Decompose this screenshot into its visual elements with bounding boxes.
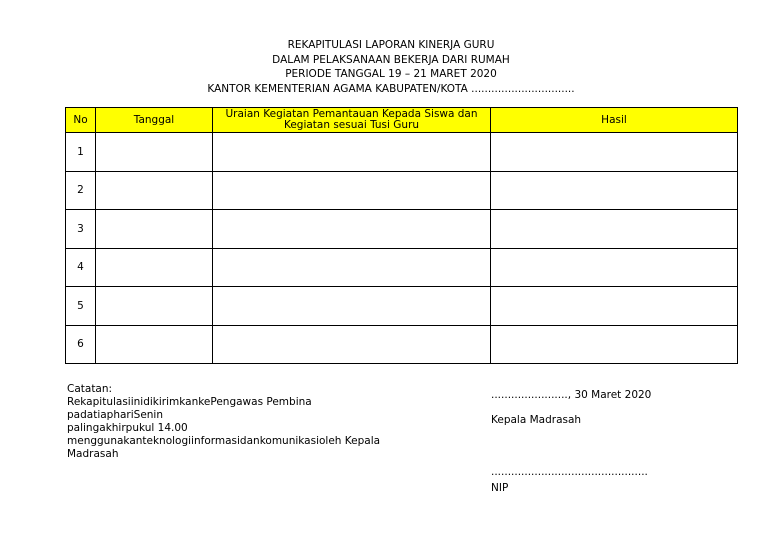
row-number: 3 [66,210,96,249]
nip-label: NIP [491,482,509,494]
notes-line: Madrasah [67,448,119,460]
row-number: 5 [66,287,96,326]
notes-line: padatiaphariSenin [67,409,164,421]
row-number: 6 [66,325,96,364]
tanggal-cell[interactable] [96,133,213,172]
hasil-cell[interactable] [491,171,738,210]
hasil-cell[interactable] [491,248,738,287]
tanggal-cell[interactable] [96,171,213,210]
table-row [66,325,738,364]
table-row [66,171,738,210]
header-title: REKAPITULASI LAPORAN KINERJA GURU [287,39,495,51]
column-header-no: No [66,108,96,133]
notes-line: menggunakanteknologiinformasidankomunikasioleh Kepala [67,435,381,447]
table-row [66,133,738,172]
column-header-tanggal: Tanggal [96,108,213,133]
row-number: 2 [66,171,96,210]
tanggal-cell[interactable] [96,248,213,287]
column-header-uraian: Uraian Kegiatan Pemantauan Kepada Siswa dan Kegiatan sesuai Tusi Guru [213,108,491,133]
uraian-cell[interactable] [213,171,491,210]
table-header-row [66,108,738,133]
signature-position: Kepala Madrasah [491,414,582,426]
notes-label: Catatan: [67,383,113,395]
notes-line: palingakhirpukul 14.00 [67,422,188,434]
table-row [66,287,738,326]
rekap-table [65,107,738,364]
hasil-cell[interactable] [491,133,738,172]
table-row [66,248,738,287]
signature-date: ......................., 30 Maret 2020 [491,389,652,401]
uraian-cell[interactable] [213,210,491,249]
notes-line: RekapitulasiinidikirimkankePengawas Pembina [67,396,312,408]
uraian-cell[interactable] [213,248,491,287]
notes-block [67,383,407,461]
uraian-cell[interactable] [213,325,491,364]
signature-name-line: ............................................... [491,466,648,478]
tanggal-cell[interactable] [96,287,213,326]
table-row [66,210,738,249]
tanggal-cell[interactable] [96,325,213,364]
document-header [0,38,768,96]
uraian-cell[interactable] [213,133,491,172]
row-number: 1 [66,133,96,172]
header-office: KANTOR KEMENTERIAN AGAMA KABUPATEN/KOTA ............................... [207,82,575,95]
hasil-cell[interactable] [491,325,738,364]
hasil-cell[interactable] [491,287,738,326]
uraian-cell[interactable] [213,287,491,326]
header-period: PERIODE TANGGAL 19 – 21 MARET 2020 [285,68,497,80]
tanggal-cell[interactable] [96,210,213,249]
hasil-cell[interactable] [491,210,738,249]
column-header-hasil: Hasil [491,108,738,133]
header-subtitle: DALAM PELAKSANAAN BEKERJA DARI RUMAH [272,53,510,66]
row-number: 4 [66,248,96,287]
